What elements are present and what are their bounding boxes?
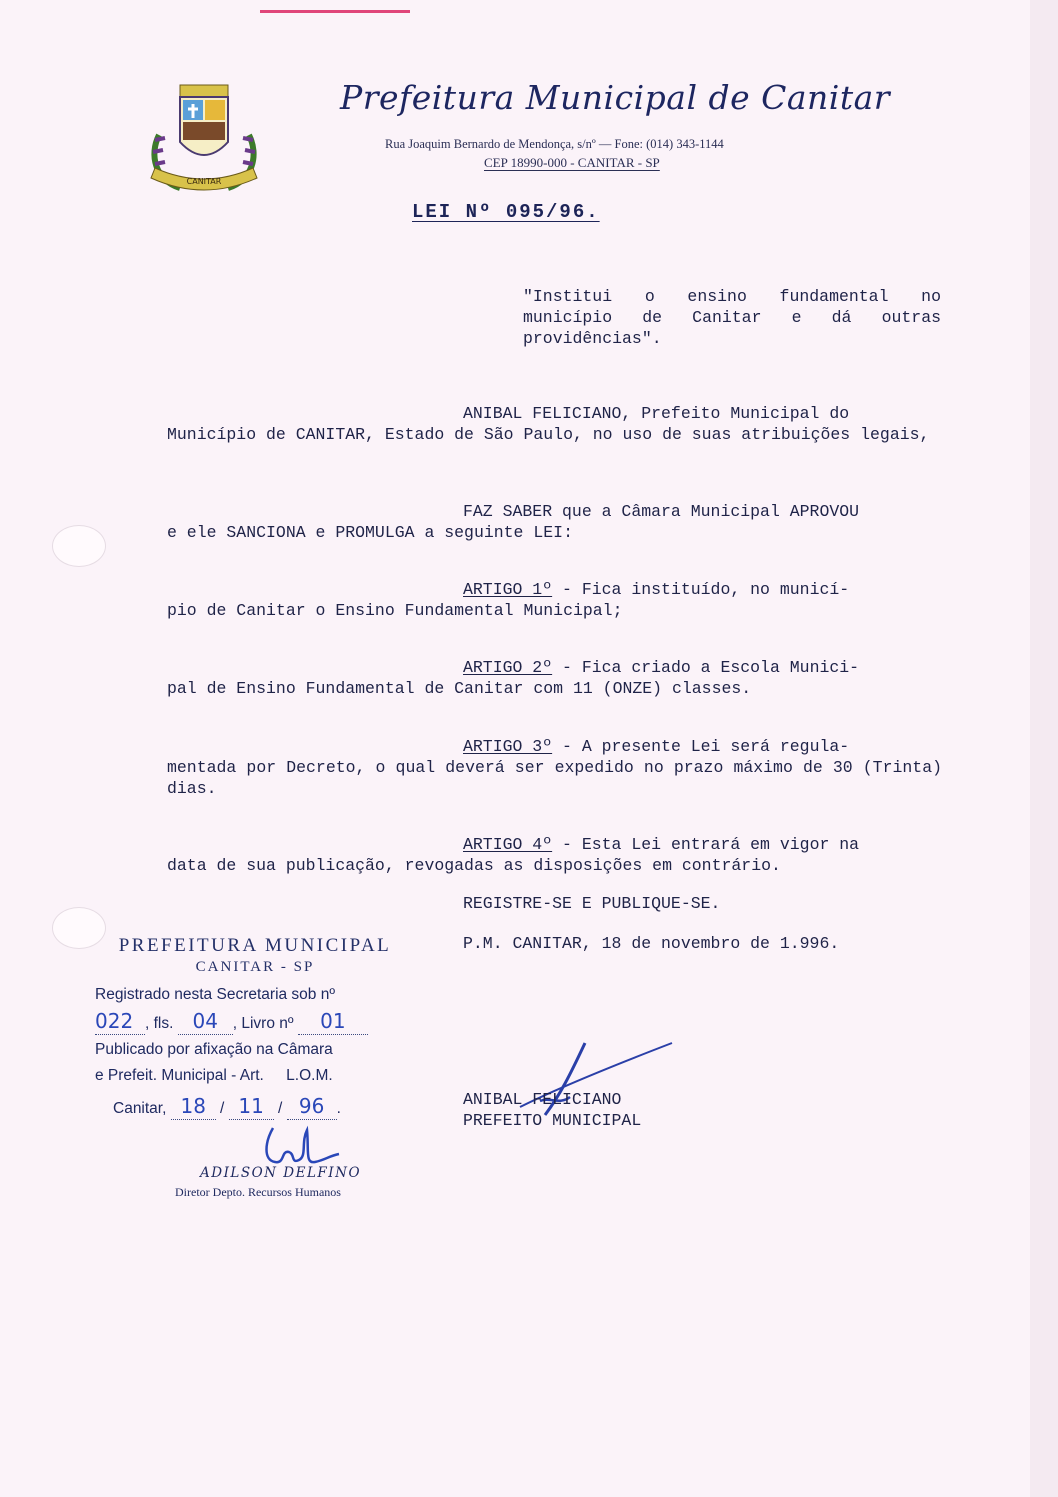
registration-stamp (95, 935, 415, 1122)
page-edge (1030, 0, 1058, 1497)
stamp-reg-number: 022 (95, 1008, 145, 1035)
article-rest: pio de Canitar o Ensino Fundamental Municipal; (167, 601, 623, 620)
article-label: ARTIGO 1º (463, 580, 553, 599)
stamp-published-line1: Publicado por afixação na Câmara (95, 1041, 333, 1058)
stamp-livro-value: 01 (298, 1008, 368, 1035)
article-first-line: - A presente Lei será regula- (552, 737, 850, 756)
signatory-name: ANIBAL FELICIANO (463, 1090, 622, 1109)
stamp-date-line: Canitar, 18 / 11 / 96 . (113, 1094, 341, 1118)
article-3 (167, 736, 942, 799)
stamp-day: 18 (171, 1093, 216, 1120)
preamble-paragraph (167, 403, 942, 445)
article-label: ARTIGO 2º (463, 658, 553, 677)
article-first-line: - Esta Lei entrará em vigor na (552, 835, 860, 854)
article-label: ARTIGO 3º (463, 737, 553, 756)
stamp-title: PREFEITURA MUNICIPAL (118, 935, 392, 956)
letterhead-address: Rua Joaquim Bernardo de Mendonça, s/nº — Fone: (014) 343-1144 (385, 137, 724, 151)
article-4 (167, 834, 942, 876)
stamp-fls-value: 04 (178, 1008, 233, 1035)
article-rest: mentada por Decreto, o qual deverá ser expedido no prazo máximo de 30 (Trinta) dias. (167, 758, 942, 798)
article-rest: pal de Ensino Fundamental de Canitar com 11 (ONZE) classes. (167, 679, 752, 698)
letterhead-title: Prefeitura Municipal de Canitar (340, 78, 891, 117)
signatory-role: PREFEITO MUNICIPAL (463, 1111, 642, 1130)
letterhead-cep: CEP 18990-000 - CANITAR - SP (484, 155, 660, 170)
municipal-crest-icon (145, 80, 263, 198)
article-1 (167, 579, 942, 621)
announcement-rest: e ele SANCIONA e PROMULGA a seguinte LEI: (167, 523, 573, 542)
place-date-line: P.M. CANITAR, 18 de novembro de 1.996. (463, 934, 840, 953)
stamp-fls-label: , fls. (145, 1015, 174, 1032)
preamble-first-line: ANIBAL FELICIANO, Prefeito Municipal do (463, 404, 850, 423)
stamp-registered-label: Registrado nesta Secretaria sob nº (95, 986, 336, 1003)
stamp-lom: L.O.M. (286, 1067, 333, 1084)
law-title: LEI Nº 095/96. (412, 201, 600, 223)
punch-hole-upper (52, 525, 106, 567)
announcement-paragraph (167, 501, 942, 543)
announcement-first-line: FAZ SABER que a Câmara Municipal APROVOU (463, 502, 860, 521)
stamp-month: 11 (229, 1093, 274, 1120)
article-rest: data de sua publicação, revogadas as disposições em contrário. (167, 856, 781, 875)
director-role: Diretor Depto. Recursos Humanos (175, 1185, 341, 1199)
stamp-published-text: e Prefeit. Municipal - Art. (95, 1067, 264, 1084)
svg-text:CANITAR: CANITAR (186, 177, 222, 186)
article-first-line: - Fica instituído, no municí- (552, 580, 850, 599)
stamp-registration-line (95, 1008, 415, 1037)
director-name: ADILSON DELFINO (200, 1165, 362, 1181)
stamp-subtitle: CANITAR - SP (195, 959, 315, 975)
stamp-livro-label: , Livro nº (232, 1015, 294, 1032)
signatory-block (463, 1089, 641, 1131)
top-red-mark (260, 10, 410, 13)
article-label: ARTIGO 4º (463, 835, 553, 854)
law-ementa: "Institui o ensino fundamental no município de Canitar e dá outras providências". (523, 287, 941, 348)
article-2 (167, 657, 942, 699)
register-publish-line: REGISTRE-SE E PUBLIQUE-SE. (463, 894, 721, 913)
stamp-year: 96 (287, 1093, 337, 1120)
preamble-rest: Município de CANITAR, Estado de São Paulo, no uso de suas atribuições legais, (167, 425, 930, 444)
stamp-city-label: Canitar, (113, 1100, 167, 1117)
stamp-published-line2 (95, 1063, 415, 1089)
article-first-line: - Fica criado a Escola Munici- (552, 658, 860, 677)
